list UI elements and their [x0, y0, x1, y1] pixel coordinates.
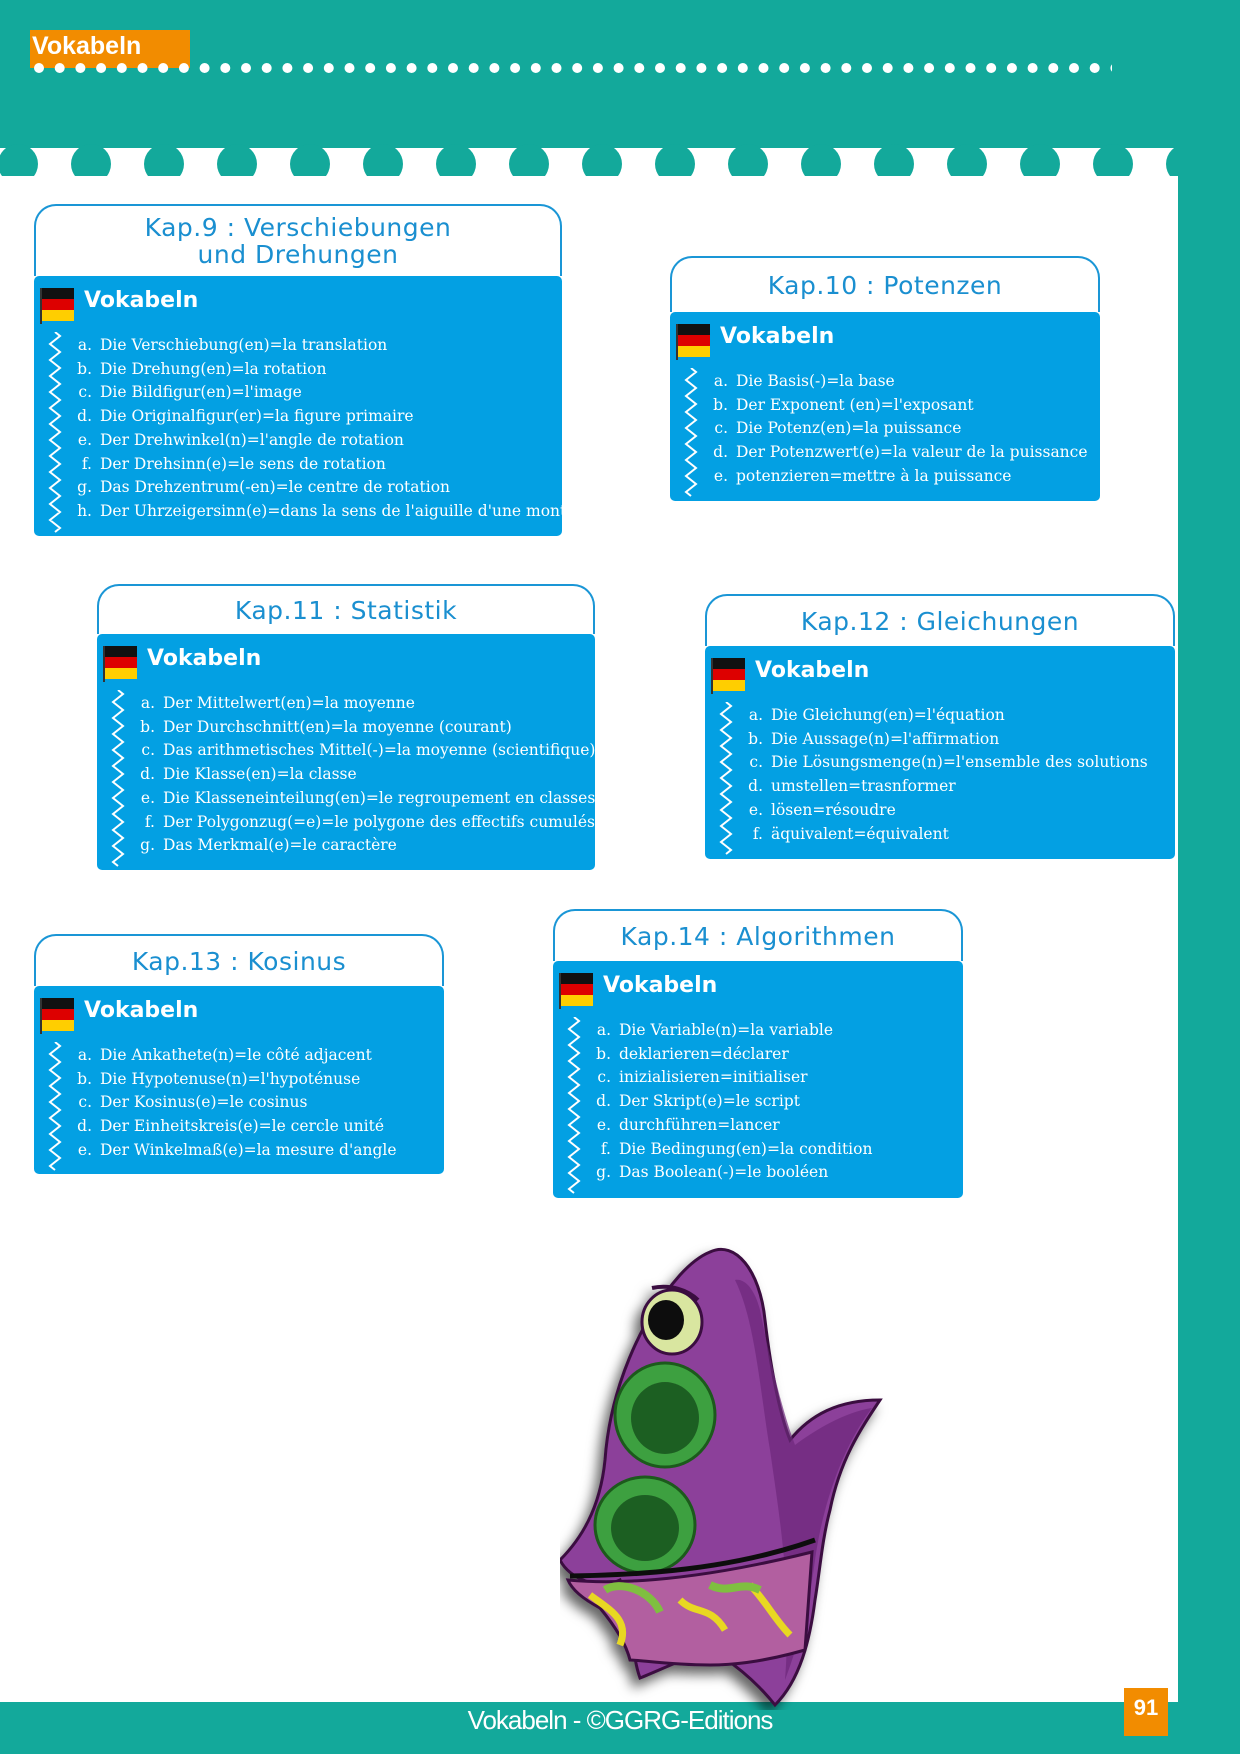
vocab-item: [137, 787, 595, 811]
vocab-item: [74, 1139, 397, 1163]
squiggle-line: [567, 1017, 581, 1197]
vocab-item: [745, 704, 1148, 728]
vocab-item: [74, 405, 583, 429]
item-text: Die Gleichung(en)=l'équation: [771, 706, 1005, 724]
item-letter: d.: [77, 1117, 92, 1136]
item-text: Der Winkelmaß(e)=la mesure d'angle: [100, 1140, 397, 1159]
item-text: Die Hypotenuse(n)=l'hypoténuse: [100, 1069, 361, 1088]
item-letter: g.: [140, 836, 155, 855]
item-text: Die Drehung(en)=la rotation: [100, 359, 327, 378]
item-text: Der Kosinus(e)=le cosinus: [100, 1093, 308, 1112]
german-flag-icon: [40, 998, 74, 1034]
item-text: potenzieren=mettre à la puissance: [736, 466, 1012, 485]
squiggle-line: [111, 690, 125, 870]
vocab-item: [74, 381, 583, 405]
vocab-item: [74, 358, 583, 382]
item-letter: e.: [77, 430, 92, 449]
item-text: Die Aussage(n)=l'affirmation: [771, 729, 1000, 748]
vocab-item: [593, 1043, 872, 1067]
item-text: umstellen=trasnformer: [771, 777, 956, 796]
item-text: Die Variable(n)=la variable: [619, 1021, 834, 1039]
card-body: [97, 634, 595, 870]
vocab-item: [745, 823, 1148, 847]
vocab-item: [137, 716, 595, 740]
item-text: Die Verschiebung(en)=la translation: [100, 336, 388, 354]
item-letter: d.: [713, 443, 728, 462]
german-flag-icon: [676, 324, 710, 360]
item-text: Die Bedingung(en)=la condition: [619, 1139, 873, 1158]
item-text: Die Potenz(en)=la puissance: [736, 419, 962, 438]
vocab-list: [593, 1019, 872, 1185]
vocabulary-heading: Vokabeln: [603, 973, 718, 998]
item-text: Das Boolean(-)=le booléen: [619, 1163, 829, 1182]
item-text: Die Originalfigur(er)=la figure primaire: [100, 407, 414, 426]
card-title: Kap.10 : Potenzen: [670, 256, 1100, 312]
item-letter: a.: [77, 1046, 92, 1064]
header-tab: Vokabeln: [30, 30, 190, 68]
card-title: Kap.9 : Verschiebungen und Drehungen: [34, 204, 562, 276]
item-text: Der Potenzwert(e)=la valeur de la puissance: [736, 443, 1088, 462]
item-text: Die Ankathete(n)=le côté adjacent: [100, 1046, 372, 1064]
item-letter: c.: [714, 419, 728, 438]
item-letter: d.: [77, 407, 92, 426]
vocab-item: [74, 334, 583, 358]
vocab-item: [593, 1138, 872, 1162]
item-text: Die Klasse(en)=la classe: [163, 765, 357, 784]
card-title: Kap.11 : Statistik: [97, 584, 595, 634]
item-text: Der Durchschnitt(en)=la moyenne (courant): [163, 717, 512, 736]
vocab-list: [710, 370, 1088, 489]
item-text: inizialisieren=initialiser: [619, 1068, 808, 1087]
item-letter: a.: [596, 1021, 611, 1039]
vocab-item: [74, 476, 583, 500]
item-letter: e.: [748, 800, 763, 819]
vocab-list: [74, 1044, 397, 1163]
item-text: Das Drehzentrum(-en)=le centre de rotation: [100, 478, 451, 497]
item-letter: b.: [77, 359, 92, 378]
item-letter: d.: [596, 1092, 611, 1111]
vocab-card-kap11: [97, 584, 595, 870]
german-flag-icon: [559, 973, 593, 1009]
item-letter: e.: [713, 466, 728, 485]
vocab-card-kap13: [34, 934, 444, 1174]
vocab-item: [593, 1114, 872, 1138]
item-text: Das Merkmal(e)=le caractère: [163, 836, 397, 855]
item-letter: e.: [140, 788, 155, 807]
vocab-item: [74, 453, 583, 477]
vocabulary-heading: Vokabeln: [755, 658, 870, 683]
item-letter: a.: [140, 694, 155, 712]
vocab-item: [74, 1044, 397, 1068]
item-letter: f.: [81, 454, 92, 473]
item-letter: h.: [77, 501, 92, 520]
vocab-item: [137, 811, 595, 835]
vocab-card-kap12: [705, 594, 1175, 859]
squiggle-line: [719, 702, 733, 858]
item-letter: d.: [140, 765, 155, 784]
vocabulary-heading: Vokabeln: [720, 324, 835, 349]
squiggle-line: [48, 332, 62, 536]
vocab-item: [74, 1115, 397, 1139]
vocab-item: [710, 370, 1088, 394]
vocab-item: [745, 728, 1148, 752]
card-title: Kap.12 : Gleichungen: [705, 594, 1175, 646]
vocab-item: [74, 1091, 397, 1115]
vocab-item: [593, 1066, 872, 1090]
item-text: äquivalent=équivalent: [771, 824, 949, 843]
item-letter: c.: [749, 753, 763, 772]
item-text: durchführen=lancer: [619, 1115, 780, 1134]
vocab-item: [710, 394, 1088, 418]
scalloped-edge: [0, 126, 1178, 176]
card-body: [34, 276, 583, 536]
vocab-card-kap14: [553, 909, 963, 1198]
item-text: Die Bildfigur(en)=l'image: [100, 383, 302, 402]
item-letter: a.: [77, 336, 92, 354]
vocab-item: [137, 739, 595, 763]
item-letter: g.: [77, 478, 92, 497]
vocab-list: [745, 704, 1148, 846]
item-letter: a.: [713, 372, 728, 390]
vocab-item: [593, 1019, 872, 1043]
item-text: Der Skript(e)=le script: [619, 1092, 800, 1111]
item-letter: c.: [597, 1068, 611, 1087]
german-flag-icon: [711, 658, 745, 694]
purple-creature-mascot: [560, 1240, 890, 1710]
card-body: [705, 646, 1175, 859]
item-text: Der Polygonzug(=e)=le polygone des effectifs cumulés: [163, 812, 595, 831]
vocab-item: [745, 775, 1148, 799]
german-flag-icon: [103, 646, 137, 682]
item-text: Die Klasseneinteilung(en)=le regroupement en classes: [163, 788, 596, 807]
item-letter: b.: [140, 717, 155, 736]
vocab-card-kap10: [670, 256, 1100, 501]
squiggle-line: [684, 368, 698, 501]
vocabulary-heading: Vokabeln: [84, 288, 199, 313]
card-title: Kap.14 : Algorithmen: [553, 909, 963, 961]
item-letter: b.: [713, 395, 728, 414]
squiggle-line: [48, 1042, 62, 1175]
card-body: [670, 312, 1100, 501]
vocab-item: [74, 429, 583, 453]
item-text: Der Einheitskreis(e)=le cercle unité: [100, 1117, 385, 1136]
dotted-rule: [32, 62, 1112, 76]
item-letter: e.: [77, 1140, 92, 1159]
item-text: Der Drehwinkel(n)=l'angle de rotation: [100, 430, 404, 449]
vocab-list: [74, 334, 583, 524]
page-number: 91: [1124, 1688, 1168, 1736]
item-text: Die Lösungsmenge(n)=l'ensemble des solutions: [771, 753, 1148, 772]
vocab-list: [137, 692, 595, 858]
vocab-item: [593, 1161, 872, 1185]
footer-credit: Vokabeln - ©GGRG-Editions: [467, 1705, 773, 1735]
vocabulary-heading: Vokabeln: [147, 646, 262, 671]
vocab-item: [137, 834, 595, 858]
vocab-item: [74, 1068, 397, 1092]
item-letter: b.: [748, 729, 763, 748]
vocab-item: [745, 751, 1148, 775]
item-text: Der Uhrzeigersinn(e)=dans la sens de l'aiguille d'une montre: [100, 501, 583, 520]
vocab-item: [137, 763, 595, 787]
item-letter: b.: [77, 1069, 92, 1088]
item-letter: d.: [748, 777, 763, 796]
item-text: Die Basis(-)=la base: [736, 372, 895, 390]
item-text: Der Exponent (en)=l'exposant: [736, 395, 974, 414]
item-letter: c.: [78, 383, 92, 402]
vocab-item: [710, 465, 1088, 489]
item-text: deklarieren=déclarer: [619, 1044, 789, 1063]
item-text: Das arithmetisches Mittel(-)=la moyenne (scientifique): [163, 741, 596, 760]
vocab-item: [745, 799, 1148, 823]
item-text: lösen=résoudre: [771, 800, 896, 819]
item-letter: b.: [596, 1044, 611, 1063]
item-text: Der Drehsinn(e)=le sens de rotation: [100, 454, 386, 473]
item-letter: c.: [141, 741, 155, 760]
vocab-item: [710, 417, 1088, 441]
item-letter: f.: [144, 812, 155, 831]
card-body: [553, 961, 963, 1198]
vocab-item: [74, 500, 583, 524]
card-title: Kap.13 : Kosinus: [34, 934, 444, 986]
vocab-item: [710, 441, 1088, 465]
item-letter: f.: [600, 1139, 611, 1158]
item-letter: g.: [596, 1163, 611, 1182]
item-letter: c.: [78, 1093, 92, 1112]
vocab-card-kap9: [34, 204, 583, 536]
item-letter: a.: [748, 706, 763, 724]
vocab-item: [593, 1090, 872, 1114]
german-flag-icon: [40, 288, 74, 324]
item-letter: f.: [752, 824, 763, 843]
card-body: [34, 986, 444, 1174]
item-text: Der Mittelwert(en)=la moyenne: [163, 694, 415, 712]
vocabulary-heading: Vokabeln: [84, 998, 199, 1023]
item-letter: e.: [596, 1115, 611, 1134]
vocab-item: [137, 692, 595, 716]
